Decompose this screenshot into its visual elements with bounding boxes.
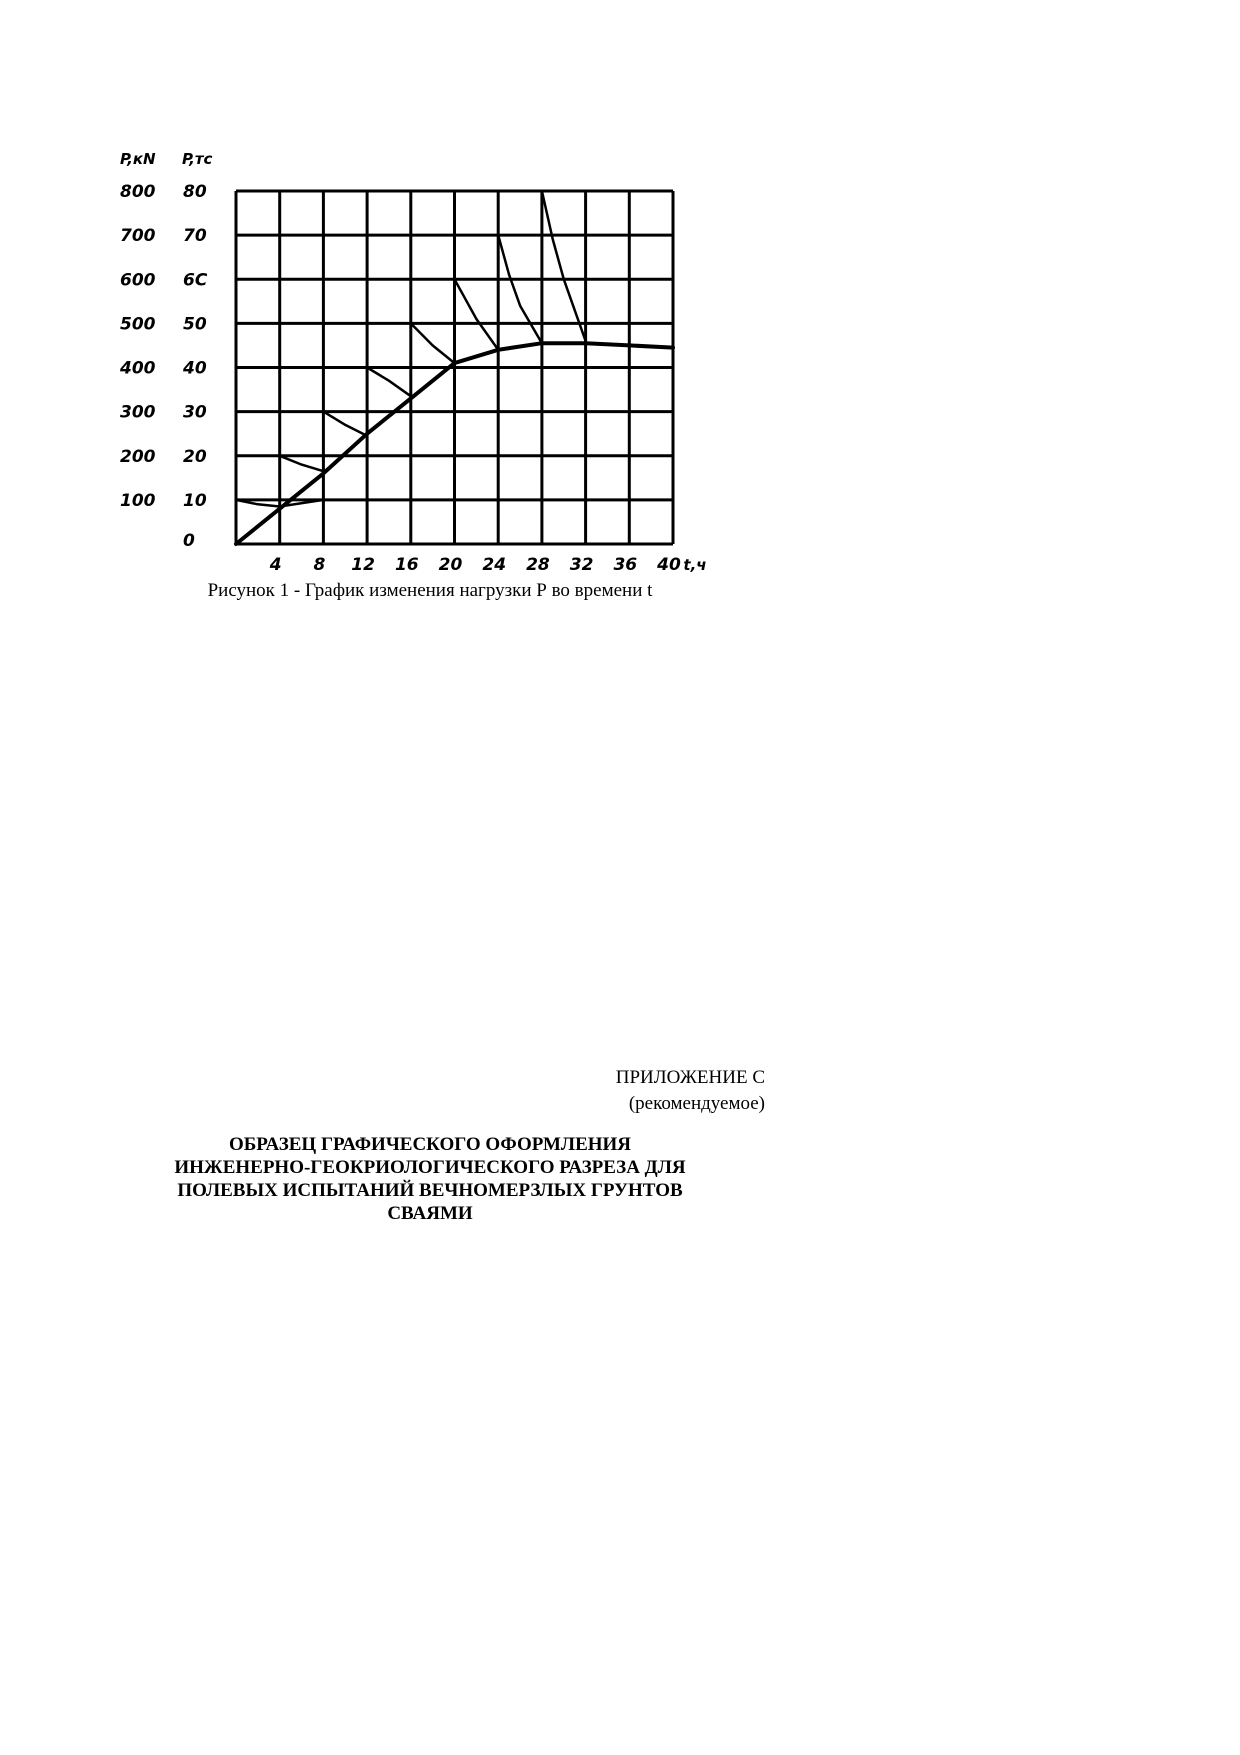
appendix-label — [560, 1065, 765, 1117]
y-tick-label: 10 — [183, 490, 207, 511]
y-secondary-tick-label: 600 — [120, 270, 156, 291]
x-tick-label: 12 — [351, 555, 375, 575]
heading-line: СВАЯМИ — [387, 1203, 473, 1224]
y-secondary-tick-label: 300 — [120, 402, 156, 423]
y-tick-label: 70 — [183, 226, 207, 247]
y-tick-label: 20 — [183, 446, 207, 467]
y-secondary-tick-label: 800 — [120, 182, 156, 202]
x-axis-label: t,ч — [683, 556, 707, 574]
y-tick-label: 30 — [183, 402, 207, 423]
x-tick-label: 4 — [269, 555, 282, 575]
x-tick-label: 40 — [657, 555, 681, 575]
x-tick-label: 20 — [438, 555, 463, 575]
y-tick-label: 6С — [183, 270, 208, 291]
y-secondary-tick-label: 500 — [120, 314, 156, 335]
series-line — [455, 279, 499, 350]
x-tick-label: 36 — [613, 555, 638, 575]
x-tick-label: 32 — [569, 555, 594, 575]
y-secondary-axis-label: P,кN — [120, 150, 156, 168]
y-axis-label: P,тс — [182, 150, 213, 168]
y-tick-label: 40 — [183, 358, 207, 379]
y-secondary-tick-label: 700 — [120, 226, 156, 247]
figure-caption: Рисунок 1 - График изменения нагрузки Р во времени t — [207, 580, 653, 601]
y-secondary-tick-label: 200 — [120, 446, 156, 467]
y-tick-label: 0 — [183, 531, 195, 551]
series-line — [367, 368, 411, 397]
y-tick-label: 80 — [183, 182, 207, 202]
x-tick-label: 8 — [313, 555, 326, 575]
series-line — [411, 323, 455, 363]
heading-line: ПОЛЕВЫХ ИСПЫТАНИЙ ВЕЧНОМЕРЗЛЫХ ГРУНТОВ — [177, 1180, 683, 1201]
x-tick-label: 16 — [394, 555, 419, 575]
load-time-chart — [120, 140, 740, 580]
series-line — [323, 412, 367, 436]
series-line — [498, 235, 542, 343]
appendix-subtitle: (рекомендуемое) — [628, 1093, 765, 1114]
appendix-title: ПРИЛОЖЕНИЕ С — [615, 1067, 765, 1088]
x-tick-label: 24 — [482, 555, 507, 575]
series-line — [542, 191, 586, 341]
x-tick-label: 28 — [526, 555, 550, 575]
section-heading — [130, 1133, 730, 1225]
y-secondary-tick-label: 100 — [120, 490, 156, 511]
series-line — [280, 456, 324, 471]
y-tick-label: 50 — [183, 314, 207, 335]
heading-line: ИНЖЕНЕРНО-ГЕОКРИОЛОГИЧЕСКОГО РАЗРЕЗА ДЛЯ — [174, 1157, 686, 1178]
heading-line: ОБРАЗЕЦ ГРАФИЧЕСКОГО ОФОРМЛЕНИЯ — [228, 1134, 632, 1155]
y-secondary-tick-label: 400 — [120, 358, 156, 379]
